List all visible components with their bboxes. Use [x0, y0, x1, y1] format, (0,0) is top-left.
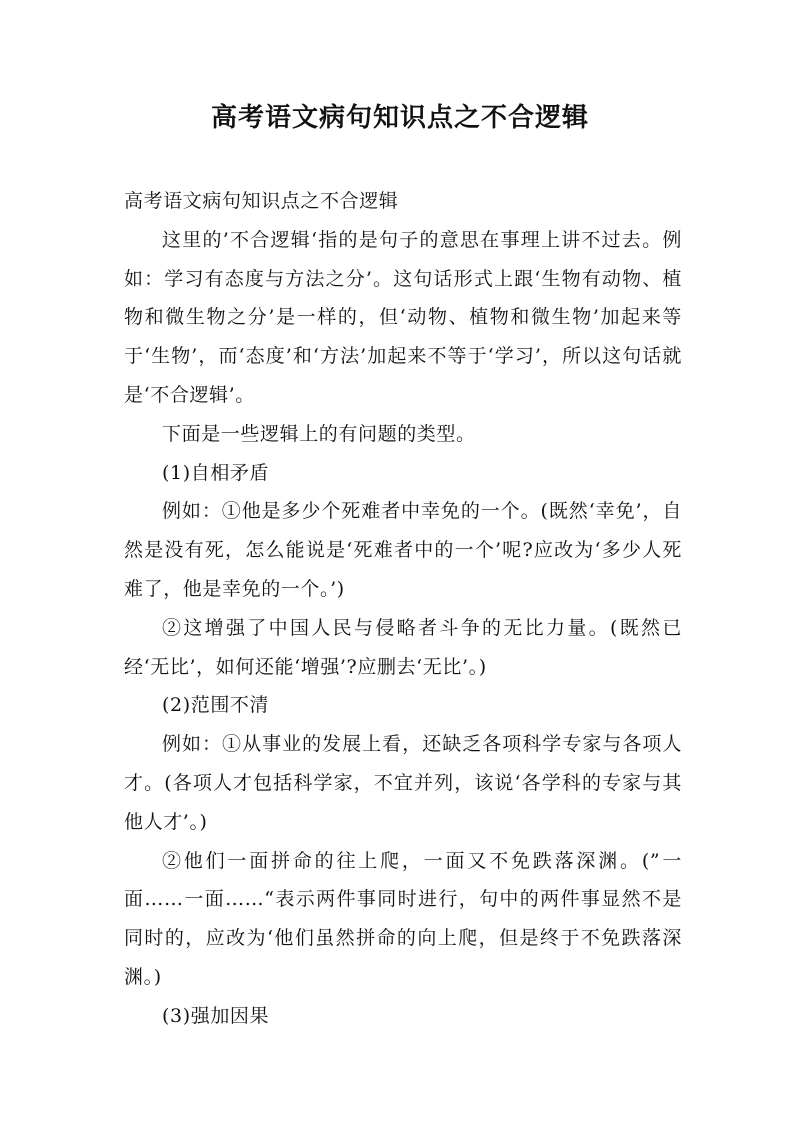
- document-title: 高考语文病句知识点之不合逻辑: [210, 103, 589, 133]
- section-heading-3: (3)强加因果: [162, 1004, 270, 1027]
- example-1-2: ②这增强了中国人民与侵略者斗争的无比力量。(既然已经‘无比’，如何还能‘增强’?应删去‘无比’。): [124, 616, 682, 678]
- section-heading-1: (1)自相矛盾: [162, 461, 270, 484]
- example-2-1: 例如：①从事业的发展上看，还缺乏各项科学专家与各项人才。(各项人才包括科学家，不宜并列，该说‘各学科的专家与其他人才’。): [124, 733, 682, 833]
- paragraph-definition: 这里的’不合逻辑‘指的是句子的意思在事理上讲不过去。例如：学习有态度与方法之分’。这句话形式上跟‘生物有动物、植物和微生物之分’是一样的，但‘动物、植物和微生物’加起来等于‘生物’，而‘态度’和‘方法’加起来不等于‘学习’，所以这句话就是‘不合逻辑’。: [124, 228, 682, 406]
- section-heading-2: (2)范围不清: [162, 694, 270, 717]
- paragraph-intro: 下面是一些逻辑上的有问题的类型。: [162, 422, 476, 445]
- example-2-2: ②他们一面拼命的往上爬，一面又不免跌落深渊。(”一面……一面……“表示两件事同时进行，句中的两件事显然不是同时的，应改为‘他们虽然拼命的向上爬，但是终于不免跌落深渊。): [124, 849, 682, 988]
- paragraph-subtitle: 高考语文病句知识点之不合逻辑: [124, 190, 399, 212]
- document-body: [124, 182, 682, 1036]
- example-1-1: 例如：①他是多少个死难者中幸免的一个。(既然‘幸免’，自然是没有死，怎么能说是‘死难者中的一个’呢?应改为‘多少人死难了，他是幸免的一个。’): [124, 500, 682, 600]
